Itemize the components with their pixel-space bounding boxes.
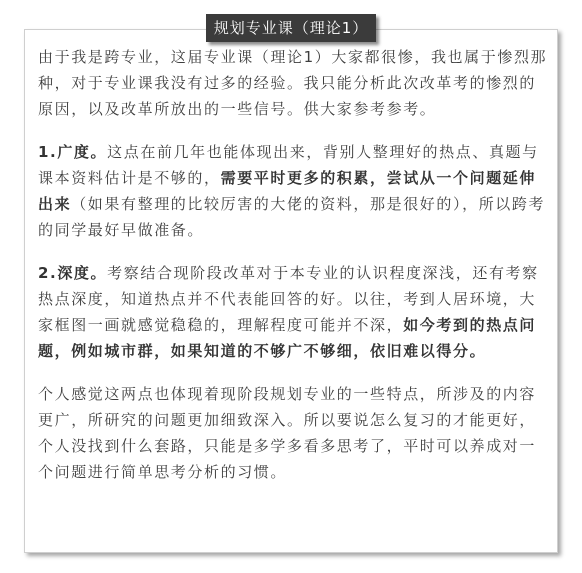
point-1-heading: 1.广度。 xyxy=(38,143,108,161)
point-2-emphasis: 如今考到的热点问题，例如城市群，如果知道的不够广不够细，依旧难以得分。 xyxy=(38,316,537,360)
point-1-emphasis: 需要平时更多的积累，尝试从一个问题延伸出来 xyxy=(38,169,537,213)
point-2-paragraph xyxy=(38,260,550,364)
intro-paragraph: 由于我是跨专业，这届专业课（理论1）大家都很惨，我也属于惨烈那种，对于专业课我没有过多的经验。我只能分析此次改革考的惨烈的原因，以及改革所放出的一些信号。供大家参考参考。 xyxy=(38,48,548,118)
point-2-heading: 2.深度。 xyxy=(38,264,108,282)
point-1-paragraph xyxy=(38,139,550,243)
article-body xyxy=(38,44,550,485)
conclusion-paragraph: 个人感觉这两点也体现着现阶段规划专业的一些特点，所涉及的内容更广，所研究的问题更加细致深入。所以要说怎么复习的才能更好，个人没找到什么套路，只能是多学多看多思考了，平时可以养成对一个问题进行简单思考分析的习惯。 xyxy=(38,385,537,481)
section-title: 规划专业课（理论1） xyxy=(206,14,376,42)
point-1-text-cont: （如果有整理的比较厉害的大佬的资料，那是很好的），所以跨考的同学最好早做准备。 xyxy=(38,195,546,239)
point-1-text: 这点在前几年也能体现出来，背别人整理好的热点、真题与课本资料估计是不够的， xyxy=(38,143,539,187)
point-2-text: 考察结合现阶段改革对于本专业的认识程度深浅，还有考察热点深度，知道热点并不代表能回答的好。以往，考到人居环境，大家框图一画就感觉稳稳的，理解程度可能并不深， xyxy=(38,264,539,334)
